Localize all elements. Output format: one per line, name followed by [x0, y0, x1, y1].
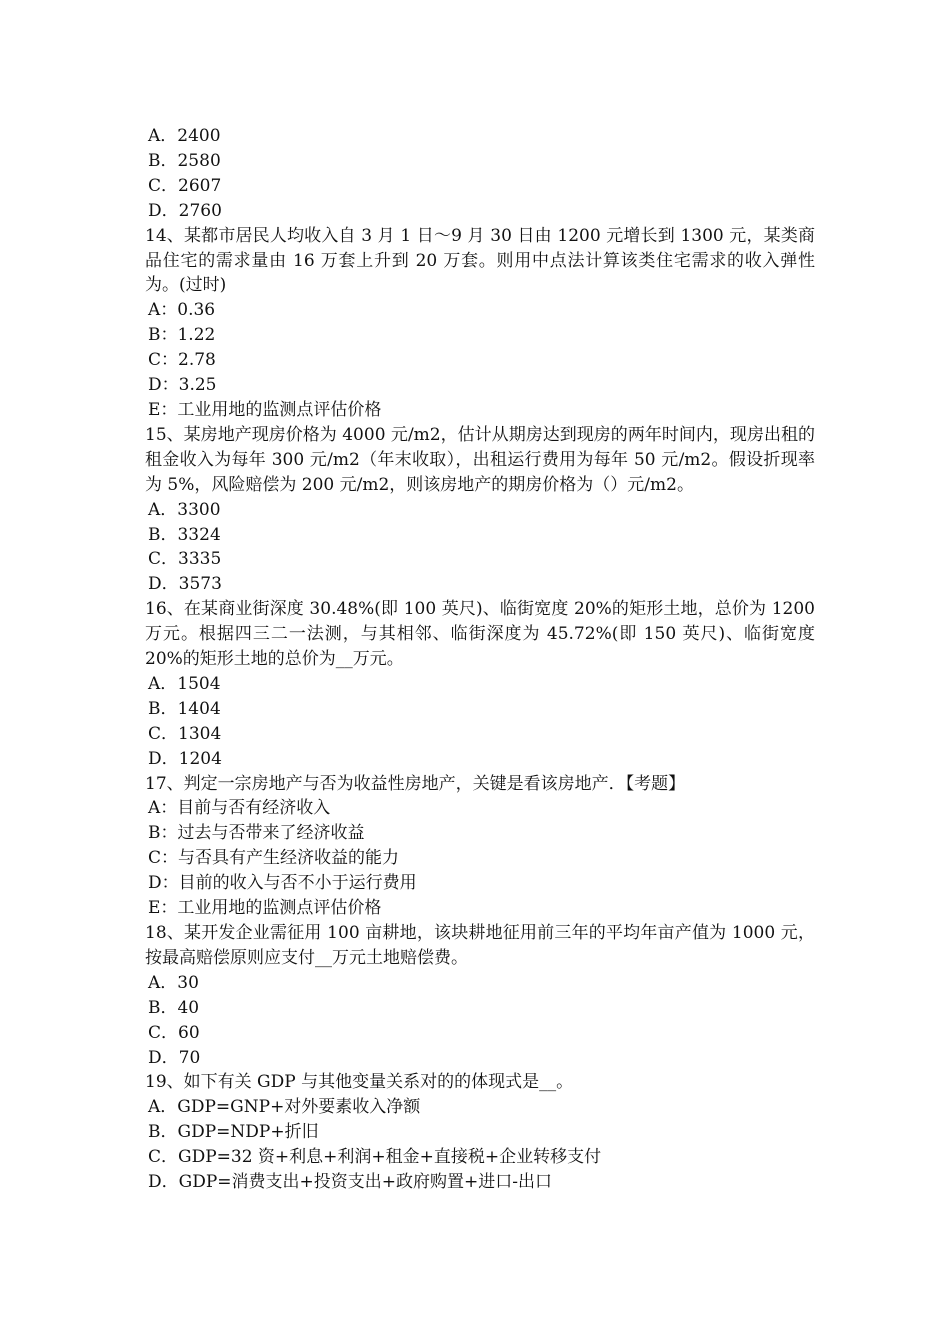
- option-a: A．30: [148, 972, 199, 993]
- option-d: D．70: [148, 1047, 201, 1068]
- question-18: 18、某开发企业需征用 100 亩耕地，该块耕地征用前三年的平均年亩产值为 1000 元，按最高赔偿原则应支付__万元土地赔偿费。: [145, 923, 815, 968]
- option-c: C．GDP=32 资+利息+利润+租金+直接税+企业转移支付: [148, 1147, 602, 1168]
- option-b: B．1404: [148, 698, 221, 719]
- option-c: C：2.78: [148, 350, 216, 371]
- option-c: C．1304: [148, 723, 222, 744]
- option-d: D．1204: [148, 748, 222, 769]
- option-c: C．60: [148, 1022, 200, 1043]
- option-d: D：目前的收入与否不小于运行费用: [148, 873, 417, 894]
- option-b: B．3324: [148, 524, 221, 545]
- option-a: A：0.36: [148, 300, 216, 321]
- option-b: B．GDP=NDP+折旧: [148, 1122, 319, 1143]
- option-c: C：与否具有产生经济收益的能力: [148, 848, 400, 869]
- option-e: E：工业用地的监测点评估价格: [148, 898, 382, 919]
- option-a: A．GDP=GNP+对外要素收入净额: [148, 1097, 421, 1118]
- question-19: 19、如下有关 GDP 与其他变量关系对的的体现式是__。: [145, 1072, 574, 1093]
- option-d: D．3573: [148, 574, 222, 595]
- option-d: D．GDP=消费支出+投资支出+政府购置+进口-出口: [148, 1172, 552, 1193]
- question-14: 14、某都市居民人均收入自 3 月 1 日～9 月 30 日由 1200 元增长到 1300 元，某类商品住宅的需求量由 16 万套上升到 20 万套。则用中点法计算该类住宅需求的收入弹性为。(过时): [145, 225, 815, 296]
- question-list: [145, 124, 815, 1195]
- option-d: D：3.25: [148, 375, 217, 396]
- option-b: B．40: [148, 997, 200, 1018]
- option-a: A．1504: [148, 673, 221, 694]
- option-a: A．2400: [148, 126, 221, 146]
- question-17: 17、判定一宗房地产与否为收益性房地产，关键是看该房地产．【考题】: [145, 773, 686, 794]
- option-c: C．3335: [148, 549, 222, 570]
- option-e: E：工业用地的监测点评估价格: [148, 399, 382, 420]
- option-a: A：目前与否有经济收入: [148, 798, 331, 819]
- question-16: 16、在某商业街深度 30.48%(即 100 英尺)、临街宽度 20%的矩形土地，总价为 1200 万元。根据四三二一法测，与其相邻、临街深度为 45.72%(即 150 英尺)、临街宽度 20%的矩形土地的总价为__万元。: [145, 599, 815, 670]
- option-b: B：过去与否带来了经济收益: [148, 823, 365, 844]
- option-d: D．2760: [148, 200, 222, 221]
- option-a: A．3300: [148, 499, 221, 520]
- option-b: B：1.22: [148, 325, 216, 346]
- option-b: B．2580: [148, 150, 221, 171]
- question-15: 15、某房地产现房价格为 4000 元/m2，估计从期房达到现房的两年时间内，现房出租的租金收入为每年 300 元/m2（年末收取），出租运行费用为每年 50 元/m2。假设折现率为 5%，风险赔偿为 200 元/m2，则该房地产的期房价格为（）元/m2。: [145, 424, 815, 495]
- option-c: C．2607: [148, 175, 222, 196]
